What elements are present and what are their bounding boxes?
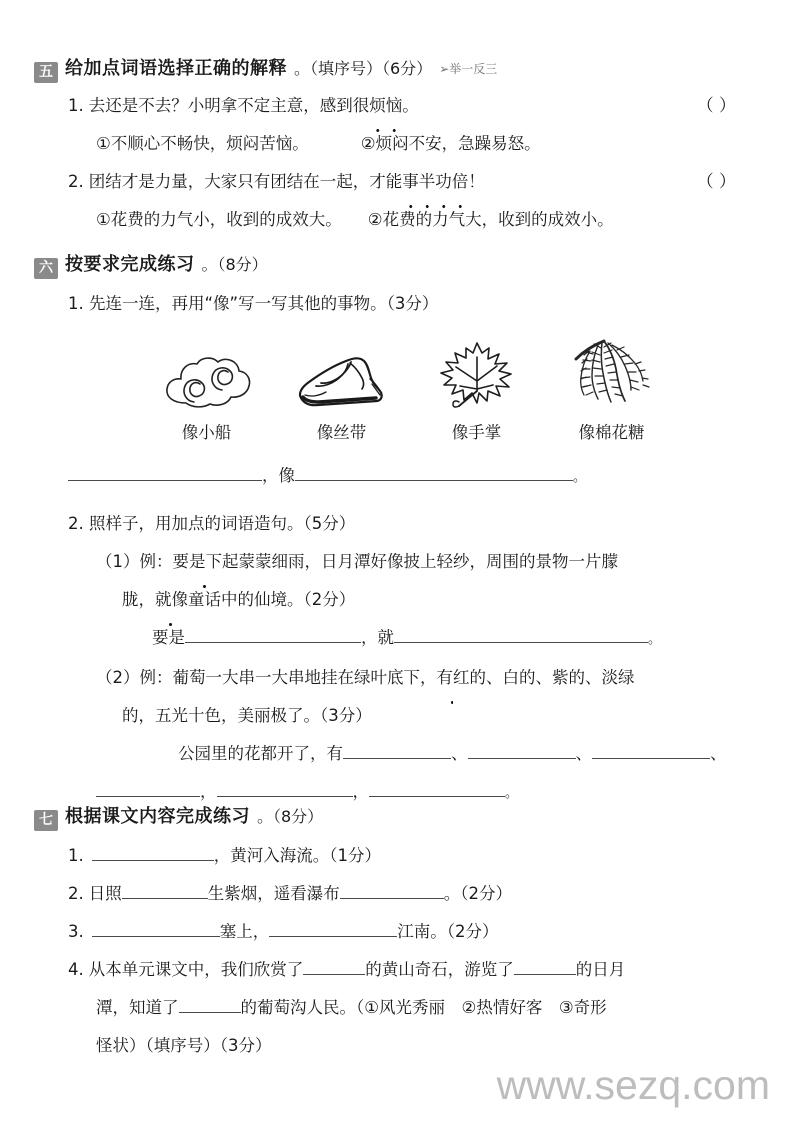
question-text: 的葡萄沟人民。（①风光秀丽 ②热情好客 ③奇形 [240, 998, 607, 1017]
answer-blank[interactable] [295, 463, 573, 481]
question-row [34, 913, 774, 951]
picture-cell[interactable] [152, 323, 262, 415]
section-five-heading [34, 54, 774, 81]
answer-separator: 、 [451, 744, 468, 763]
question-text: 潭，知道了 [96, 998, 179, 1017]
option-a[interactable]: ①不顺心不畅快，烦闷苦恼。 [96, 134, 309, 153]
question-text: 从本单元课文中，我们欣赏了 [88, 960, 304, 979]
answer-blank[interactable] [303, 957, 365, 975]
cloud-drawing [162, 353, 252, 415]
emphasized-word: 是 [189, 543, 206, 581]
emphasized-word: 烦恼 [369, 87, 402, 125]
picture-label: 像手掌 [451, 423, 502, 442]
answer-period: 。 [573, 470, 587, 485]
example-line [34, 659, 774, 697]
example-line [34, 581, 774, 619]
section-tag: ➢举一反三 [439, 62, 498, 76]
question-number: 2. [68, 884, 84, 903]
answer-line-row [34, 735, 774, 773]
answer-blank[interactable] [340, 881, 444, 899]
answer-separator: ， [352, 782, 369, 801]
answer-line-row [34, 619, 774, 659]
question-row [34, 875, 774, 913]
question-text: 的黄山奇石，游览了 [365, 960, 514, 979]
answer-blank[interactable] [96, 779, 200, 797]
answer-period: 。 [505, 786, 519, 801]
answer-blank[interactable] [369, 779, 505, 797]
question-row [34, 837, 774, 875]
answer-connector: ，像 [262, 466, 295, 485]
section-number-badge: 五 [34, 62, 58, 83]
question-text: 塞上， [219, 922, 270, 941]
shoe-drawing [292, 353, 392, 415]
answer-separator: 、 [575, 744, 592, 763]
picture-label-row [34, 419, 774, 443]
question-text: 去还是不去？小明拿不定主意，感到很 [88, 96, 370, 115]
answer-bracket[interactable]: （ ） [696, 96, 736, 116]
question-text: 怪状）（填序号）（3分） [96, 1036, 272, 1055]
section-note: 。（8分） [257, 807, 324, 826]
answer-separator: 、 [710, 744, 727, 763]
section-title: 给加点词语选择正确的解释 [65, 58, 287, 79]
example-text: 葡萄一大串一大串地挂在绿叶底下， [172, 668, 437, 687]
option-b[interactable]: ②花费的力气大，收到的成效小。 [367, 210, 614, 229]
section-title: 按要求完成练习 [65, 254, 195, 275]
question-text-tail: 。 [402, 96, 419, 115]
example-label: （1）例： [96, 552, 173, 571]
question-row [34, 989, 774, 1027]
answer-bracket[interactable]: （ ） [696, 172, 736, 192]
picture-row [34, 323, 774, 415]
answer-blank[interactable] [468, 741, 576, 759]
question-row [34, 951, 774, 989]
maple-leaf-drawing [437, 337, 517, 415]
answer-connector: ，就 [361, 628, 394, 647]
emphasized-word: 事半功倍 [402, 163, 468, 201]
answer-blank[interactable] [343, 741, 451, 759]
section-seven [34, 802, 774, 1065]
question-row [34, 87, 774, 125]
question-number: 1. [68, 96, 84, 115]
answer-blank[interactable] [122, 881, 208, 899]
picture-cell[interactable] [422, 323, 532, 415]
example-line [34, 543, 774, 581]
question-prompt: 1. 先连一连，再用“像”写一写其他的事物。（3分） [68, 294, 439, 313]
picture-cell[interactable] [557, 323, 667, 415]
question-number: 1. [68, 846, 84, 865]
section-five [34, 54, 774, 239]
answer-blank[interactable] [92, 843, 214, 861]
picture-cell[interactable] [287, 323, 397, 415]
question-text: 生紫烟，遥看瀑布 [207, 884, 340, 903]
question-text: 的日月 [575, 960, 626, 979]
question-text: 团结才是力量，大家只有团结在一起，才能 [88, 172, 403, 191]
answer-blank[interactable] [592, 741, 710, 759]
willow-branch-drawing [568, 329, 656, 415]
section-six-heading [34, 250, 774, 277]
picture-label: 像丝带 [316, 423, 367, 442]
option-b[interactable]: ②烦闷不安，急躁易怒。 [360, 134, 541, 153]
question-number: 4. [68, 960, 84, 979]
example-text: 下起蒙蒙细雨，日月潭好像披上轻纱，周围的景物一片朦 [205, 552, 618, 571]
question-text: 日照 [88, 884, 122, 903]
answer-blank[interactable] [394, 625, 648, 643]
section-title: 根据课文内容完成练习 [65, 806, 250, 827]
question-text: 江南。（2分） [397, 922, 499, 941]
picture-label: 像棉花糖 [578, 423, 645, 442]
example-line: 的，五光十色，美丽极了。（3分） [122, 706, 372, 725]
answer-separator: ， [200, 782, 217, 801]
answer-period: 。 [648, 632, 662, 647]
answer-blank[interactable] [68, 463, 262, 481]
example-label: （2）例： [96, 668, 173, 687]
question-number: 3. [68, 922, 84, 941]
question-prompt: 2. 照样子，用加点的词语造句。（5分） [68, 514, 356, 533]
emphasized-word: 有 [437, 659, 454, 697]
answer-blank[interactable] [269, 919, 397, 937]
question-text-tail: ！ [468, 172, 485, 191]
picture-label: 像小船 [181, 423, 232, 442]
example-text: 红的、白的、紫的、淡绿 [453, 668, 635, 687]
answer-blank[interactable] [92, 919, 220, 937]
example-text: 胧， [122, 590, 155, 609]
example-text: 像童话中的仙境。（2分） [171, 590, 356, 609]
section-note: 。（填序号）（6分） [294, 59, 433, 78]
answer-blank[interactable] [185, 625, 361, 643]
question-row [34, 163, 774, 201]
example-text: 要 [172, 552, 189, 571]
section-seven-heading [34, 802, 774, 829]
option-a[interactable]: ①花费的力气小，收到的成效大。 [96, 210, 342, 229]
answer-line-row [34, 457, 774, 497]
site-watermark: www.sezq.com [496, 1062, 770, 1108]
answer-prefix: 要是 [152, 628, 185, 647]
answer-blank[interactable] [217, 779, 353, 797]
section-number-badge: 六 [34, 258, 58, 279]
question-text: ，黄河入海流。（1分） [213, 846, 381, 865]
answer-prefix: 公园里的花都开了，有 [178, 744, 343, 763]
answer-blank[interactable] [514, 957, 576, 975]
section-note: 。（8分） [201, 255, 268, 274]
emphasized-word: 就 [155, 581, 172, 619]
answer-blank[interactable] [179, 995, 241, 1013]
question-number: 2. [68, 172, 84, 191]
option-row [34, 125, 774, 163]
section-number-badge: 七 [34, 810, 58, 831]
section-six [34, 250, 774, 813]
question-text: 。（2分） [443, 884, 512, 903]
